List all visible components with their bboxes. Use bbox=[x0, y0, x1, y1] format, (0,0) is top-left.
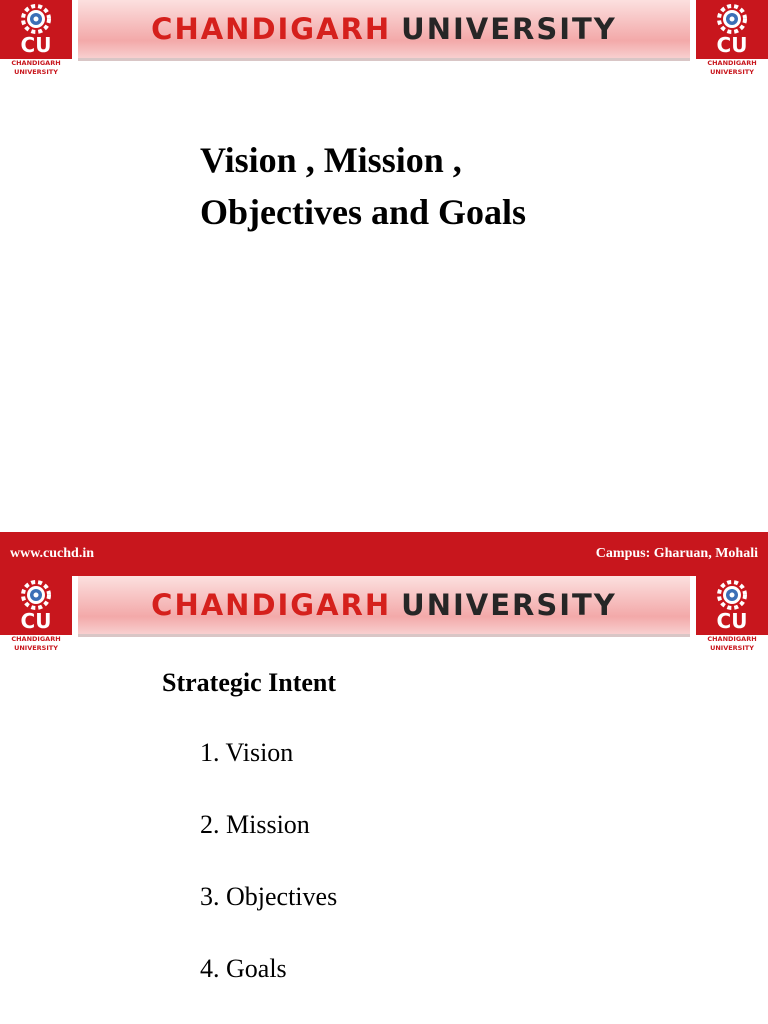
university-logo-right bbox=[696, 576, 768, 654]
logo-mark: CU bbox=[20, 609, 52, 633]
slide-header bbox=[0, 576, 768, 654]
logo-mark: CU bbox=[716, 609, 748, 633]
university-banner bbox=[78, 0, 690, 61]
title-line-2: Objectives and Goals bbox=[200, 192, 527, 232]
footer-website: www.cuchd.in bbox=[10, 546, 95, 561]
footer-campus: Campus: Gharuan, Mohali bbox=[595, 546, 758, 561]
slide-header bbox=[0, 0, 768, 78]
logo-mark: CU bbox=[20, 33, 52, 57]
list-item: 1. Vision bbox=[200, 738, 294, 767]
banner-title: CHANDIGARH UNIVERSITY bbox=[151, 588, 617, 622]
logo-mark: CU bbox=[716, 33, 748, 57]
university-logo-right bbox=[696, 0, 768, 78]
logo-caption: CHANDIGARH UNIVERSITY bbox=[696, 635, 768, 654]
logo-caption: CHANDIGARH UNIVERSITY bbox=[0, 635, 72, 654]
list-item: 4. Goals bbox=[200, 954, 287, 983]
title-line-1: Vision , Mission , bbox=[200, 140, 462, 180]
gear-emblem-icon bbox=[0, 0, 72, 36]
logo-caption: CHANDIGARH UNIVERSITY bbox=[0, 59, 72, 78]
logo-caption: CHANDIGARH UNIVERSITY bbox=[696, 59, 768, 78]
gear-emblem-icon bbox=[696, 576, 768, 612]
university-banner bbox=[78, 576, 690, 637]
list-item: 2. Mission bbox=[200, 810, 310, 839]
list-item: 3. Objectives bbox=[200, 882, 338, 911]
slide-title-text bbox=[200, 134, 740, 238]
slide-footer bbox=[0, 532, 768, 576]
slide-strategic-intent bbox=[0, 576, 768, 1024]
banner-title: CHANDIGARH UNIVERSITY bbox=[151, 12, 617, 46]
university-logo-left bbox=[0, 0, 72, 78]
section-heading: Strategic Intent bbox=[162, 668, 337, 697]
gear-emblem-icon bbox=[696, 0, 768, 36]
gear-emblem-icon bbox=[0, 576, 72, 612]
university-logo-left bbox=[0, 576, 72, 654]
strategic-intent-list bbox=[200, 736, 337, 1024]
